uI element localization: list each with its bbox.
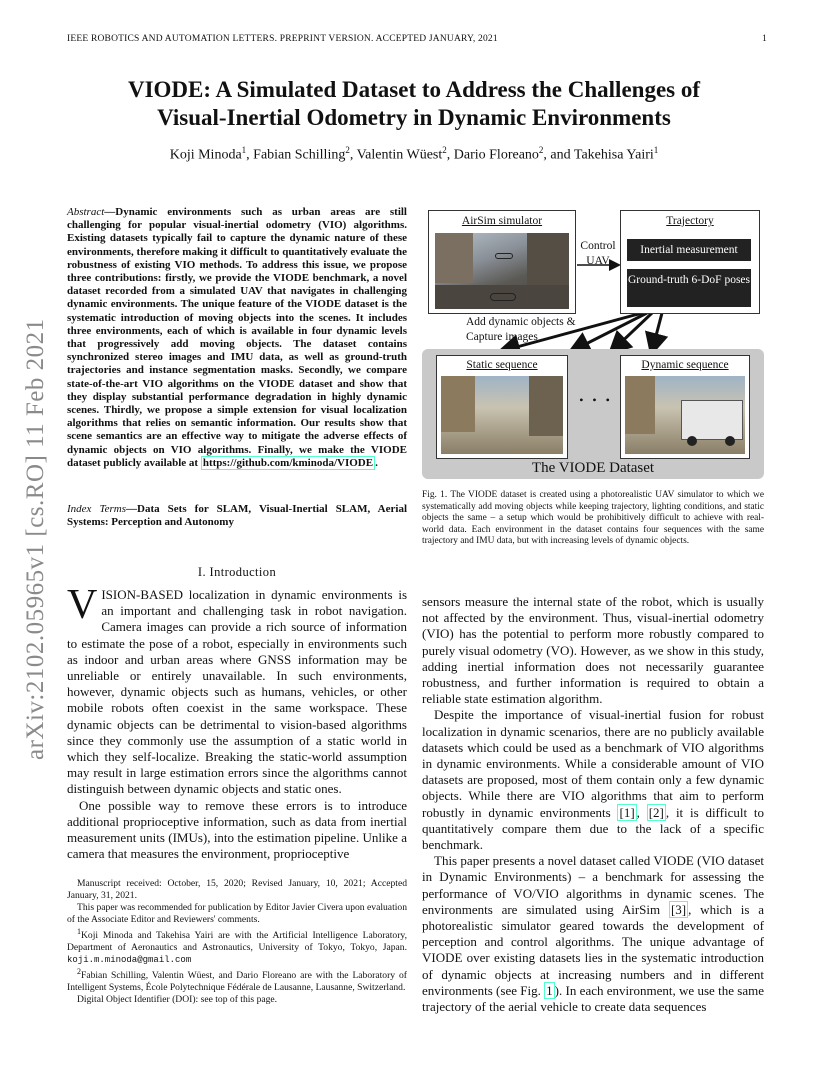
dataset-title: The VIODE Dataset: [531, 460, 655, 476]
intro-paragraph: ISION-BASED localization in dynamic environments is an important and challenging task in robot navigation. Camera images can provide a rich source of information to estimate the pose of a robot, especially in environments such as indoor and urban areas where GNSS information may be unreliable or entirely unavailable. In such environments, however, dynamic objects such as humans, vehicles, or other mobile robots often coexist in the same workspace. These dynamic objects can be detrimental to vision-based algorithms since they commonly use the assumption of a static world in which they self-localize. Breaking the static-world assumption may result in large estimation errors since the algorithms cannot distinguish between dynamic objects and static ones.: [67, 587, 407, 797]
index-terms-lead: Index Terms: [67, 503, 126, 515]
citation-link[interactable]: [1]: [619, 804, 635, 820]
section-heading: I. Introduction: [197, 565, 277, 579]
dynamic-sequence-image: [625, 376, 745, 454]
trajectory-label: Trajectory: [666, 215, 714, 227]
figure-caption: Fig. 1. The VIODE dataset is created using a photorealistic UAV simulator to which we systematically add moving objects while keeping trajectory, lighting conditions, and static objects the same – a setup which would be prohibitively difficult to achieve with real-world data. Each environment in the dataset contains four sequences with the same trajectory and IMU data, but with increasing levels of dynamic objects.: [422, 490, 764, 547]
title-line-1: VIODE: A Simulated Dataset to Address the Challenges of: [127, 77, 701, 102]
dataset-panel: [422, 349, 764, 479]
figure-link[interactable]: 1: [546, 982, 553, 998]
citation-link[interactable]: [3]: [670, 901, 687, 917]
intro-paragraph: One possible way to remove these errors is to introduce additional proprioceptive information, such as data from inertial measurement units (IMUs), into the estimation pipeline. Unlike a camera that measures the environment, proprioceptive: [67, 797, 407, 862]
citation-link[interactable]: [2]: [648, 804, 664, 820]
introduction-text: [67, 582, 407, 862]
arxiv-stamp[interactable]: arXiv:2102.05965v1 [cs.RO] 11 Feb 2021: [22, 318, 49, 760]
title-line-2: Visual-Inertial Odometry in Dynamic Environments: [157, 105, 671, 130]
airsim-image: [435, 233, 569, 309]
abstract: Abstract—Dynamic environments such as urban areas are still challenging for popular visual-inertial odometry (VIO) algorithms. Existing datasets typically fail to capture the dynamic nature of these environments, therefore making it difficult to quantitatively evaluate the robustness of existing VIO methods. To address this issue, we propose three contributions: firstly, we provide the VIODE benchmark, a novel dataset recorded from a simulated UAV that navigates in challenging dynamic environments. The unique feature of the VIODE dataset is the systematic introduction of moving objects into the scenes. It includes three environments, each of which is available in four dynamic levels that progressively add moving objects. The dataset contains synchronized stereo images and IMU data, as well as ground-truth trajectories and instance segmentation masks. Secondly, we compare state-of-the-art VIO algorithms on the VIODE dataset and show that they display substantial performance degradation in highly dynamic scenes. Thirdly, we propose a simple extension for visual localization algorithms that relies on semantic information. Our results show that scene semantics are an effective way to mitigate the adverse effects of dynamic objects on VIO algorithms. Finally, we make the VIODE dataset publicly available at https://github.com/kminoda/VIODE .: [67, 206, 407, 469]
abstract-text: —Dynamic environments such as urban areas are still challenging for popular visual-inertial odometry (VIO) algorithms. Existing datasets typically fail to capture the dynamic nature of these environments, therefore making it difficult to quantitatively evaluate the robustness of existing VIO methods. To address this issue, we propose three contributions: firstly, we provide the VIODE benchmark, a novel dataset recorded from a simulated UAV that navigates in challenging dynamic environments. The unique feature of the VIODE dataset is the systematic introduction of moving objects into the scenes. It includes three environments, each of which is available in four dynamic levels that progressively add moving objects. The dataset contains synchronized stereo images and IMU data, as well as ground-truth trajectories and instance segmentation masks. Secondly, we compare state-of-the-art VIO algorithms on the VIODE dataset and show that they display substantial performance degradation in highly dynamic scenes. Thirdly, we propose a simple extension for visual localization algorithms that relies on semantic information. Our results show that scene semantics are an effective way to mitigate the adverse effects of dynamic objects on VIO algorithms. Finally, we make the VIODE dataset publicly available at: [67, 206, 407, 469]
paper-title: [60, 76, 768, 132]
author-list: Koji Minoda$^1$, Fabian Schilling$^2$, Valentin Wüest$^2$, Dario Floreano$^2$, and Takehisa Yairi$^1$: [169, 145, 659, 163]
footnote: Manuscript received: October, 15, 2020; Revised January, 10, 2021; Accepted January, 31, 2021.: [67, 878, 407, 901]
running-title: IEEE ROBOTICS AND AUTOMATION LETTERS. PREPRINT VERSION. ACCEPTED JANUARY, 2021: [67, 34, 498, 44]
body-paragraph: Despite the importance of visual-inertial fusion for robust localization in dynamic scenarios, there are no publicly available datasets which could be used as a benchmark of VIO algorithms in dynamic environments. While a considerable amount of VIO datasets are proposed, most of them contain only a few dynamic objects. While there are VIO algorithms that aim to perform robustly in dynamic environments [1] , [2] , it is difficult to quantitatively compare them due to the lack of a specific benchmark.: [422, 707, 765, 853]
author: Valentin Wüest: [356, 147, 443, 163]
author: Fabian Schilling: [253, 147, 346, 163]
groundtruth-box: Ground-truth 6-DoF poses: [627, 269, 751, 307]
footnote: $^1$Koji Minoda and Takehisa Yairi are with the Artificial Intelligence Laboratory, Department of Aeronautics and Astronautics, University of Tokyo, Tokyo, Japan. koji.m.minoda@gmail.com: [67, 927, 407, 966]
inertial-box: Inertial measurement: [627, 239, 751, 261]
airsim-box: [428, 210, 576, 314]
body-paragraph: This paper presents a novel dataset called VIODE (VIO dataset in Dynamic Environments) – a benchmark for assessing the performance of VO/VIO algorithms in dynamic scenes. The environments are simulated using AirSim [3] , which is a photorealistic simulator geared towards the development of perception and control algorithms. The unique advantage of VIODE over existing datasets lies in the systematic introduction of dynamic objects at increasing numbers and in different environments (see Fig. 1 ). In each environment, we use the same trajectory of the aerial vehicle to create data sequences: [422, 853, 764, 1015]
static-sequence-box: [436, 355, 568, 459]
running-header: [67, 34, 767, 44]
add-objects-label: Add dynamic objects & Capture images: [466, 316, 576, 343]
airsim-label: AirSim simulator: [461, 215, 543, 227]
abstract-lead: Abstract: [67, 206, 105, 218]
footnote: Digital Object Identifier (DOI): see top of this page.: [77, 994, 278, 1006]
dataset-link[interactable]: https://github.com/kminoda/VIODE: [202, 456, 374, 469]
index-terms: [67, 503, 407, 529]
static-sequence-image: [441, 376, 563, 454]
index-terms-text: —Data Sets for SLAM, Visual-Inertial SLAM, Aerial Systems: Perception and Autonomy: [67, 503, 407, 529]
footnote: $^2$Fabian Schilling, Valentin Wüest, and Dario Floreano are with the Laboratory of Intelligent Systems, École Polytechnique Fédérale de Lausanne, Lausanne, Switzerland.: [67, 967, 407, 994]
body-paragraph: sensors measure the internal state of the robot, which is usually not affected by the environment. Thus, visual-inertial odometry (VIO) has the potential to perform more robustly compared to purely visual odometry (VO). However, as we show in this study, adding inertial information does not necessarily guarantee robustness, and further information is required to obtain a reliable state estimation algorithm.: [422, 594, 764, 707]
footnote: This paper was recommended for publication by Editor Javier Civera upon evaluation of the Associate Editor and Reviewers' comments.: [67, 902, 407, 925]
author: Dario Floreano: [453, 147, 539, 163]
author: and Takehisa Yairi: [550, 147, 654, 163]
footnotes: [67, 878, 407, 1006]
control-label: Control UAV: [580, 240, 616, 267]
dynamic-sequence-label: Dynamic sequence: [641, 359, 729, 371]
dropcap: V: [67, 582, 98, 628]
ellipsis: • • •: [579, 393, 613, 407]
figure-1: [422, 205, 764, 480]
author: Koji Minoda: [169, 147, 242, 163]
static-sequence-label: Static sequence: [466, 359, 538, 371]
dynamic-sequence-box: [620, 355, 750, 459]
right-column-text: [422, 594, 764, 1015]
trajectory-box: [620, 210, 760, 314]
email: koji.m.minoda@gmail.com: [67, 955, 192, 966]
page-number: 1: [762, 34, 767, 44]
